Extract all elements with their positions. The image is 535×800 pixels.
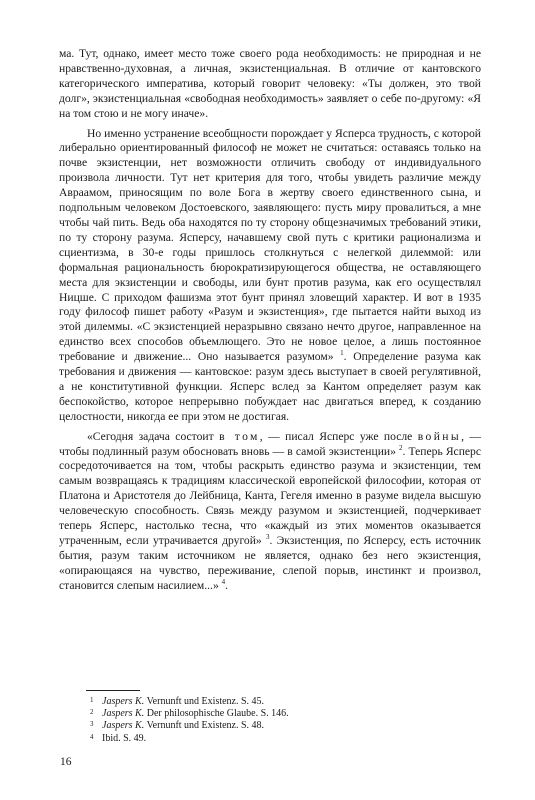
footnote-reference: 3 <box>265 533 270 542</box>
footnote <box>90 707 289 719</box>
footnote-separator <box>86 690 140 691</box>
footnote-number: 1 <box>90 696 94 704</box>
footnote-text: Vernunft und Existenz. S. 45. <box>146 696 265 707</box>
spaced-emphasis: в том <box>219 429 260 443</box>
text-run: , — писал Ясперс уже после <box>259 429 418 443</box>
footnote-text: Vernunft und Existenz. S. 48. <box>146 720 265 732</box>
footnote-reference: 4 <box>221 577 226 586</box>
footnote-number: 3 <box>90 720 94 729</box>
footnote <box>90 719 289 731</box>
body-text <box>59 47 481 594</box>
footnote <box>90 732 289 744</box>
paragraph <box>59 127 481 425</box>
footnote-author: Jaspers K. <box>102 720 145 732</box>
text-run: . Определение разума как требования и движения — кантовское: разум здесь выступает в своей регулятивной, а не конститутивной функции. Ясперс вслед за Кантом определяет разум как беспокойство, которое непрерывно побуждает нас двигаться вперед, к созданию целостности, никогда ее при этом не достигая. <box>59 350 481 423</box>
footnote-number: 4 <box>90 732 94 741</box>
text-run: . Экзистенция, по Ясперсу, есть источник бытия, разум таким источником не является, однако без него экзистенция, «опирающаяся на чувство, переживание, слепой порыв, инстинкт и произвол, становится слепым насилием...» <box>59 534 481 592</box>
text-run: . <box>225 578 229 592</box>
footnote-author: Jaspers K. <box>102 696 145 707</box>
page-number: 16 <box>60 756 72 768</box>
paragraph <box>59 430 481 594</box>
text-run: , — чтобы подлинный разум обосновать вновь — в самой экзистенции» <box>59 429 481 458</box>
footnotes <box>90 695 289 744</box>
footnote-text: Der philosophische Glaube. S. 146. <box>146 708 289 720</box>
footnote-reference: 2 <box>399 443 403 452</box>
footnote-author: Jaspers K. <box>102 708 145 720</box>
footnote-reference: 1 <box>340 349 344 358</box>
text-run: «Сегодня задача состоит <box>87 429 220 443</box>
footnote-text: Ibid. S. 49. <box>102 732 147 744</box>
text-run: ма. Тут, однако, имеет место тоже своего рода необходимость: не природная и не нравственно-духовная, а личная, экзистенциальная. В отличие от кантовского категорического императива, который говорит человеку: «Ты должен, это твой долг», экзистенциальная «свободная необходимость» заявляет о себе по-другому: «Я на том стою и не могу иначе». <box>59 47 481 120</box>
text-run: . Теперь Ясперс сосредоточивается на том, чтобы раскрыть единство разума и экзистенции, тем самым возвращаясь к традициям классической европейской философии, которая от Платона и Аристотеля до Лейбница, Канта, Гегеля именно в разуме видела высшую человеческую способность. Связь между разумом и экзистенцией, подчеркивает теперь Ясперс, настолько тесна, что «каждый из этих моментов оказывается утраченным, если утрачивается другой» <box>59 444 481 547</box>
paragraph <box>59 47 481 122</box>
spaced-emphasis: войны <box>417 429 462 443</box>
footnote-number: 2 <box>90 708 94 717</box>
footnote <box>90 695 289 707</box>
text-run: Но именно устранение всеобщности порождает у Ясперса трудность, с которой либерально ориентированный философ не может не считаться: оставаясь только на почве экзистенции, нет возможности отличить свободу от индивидуального произвола личности. Тут нет критерия для того, чтобы увидеть различие между Авраамом, приносящим по воле Бога в жертву своего единственного сына, и подпольным человеком Достоевского, заявляющего: пусть миру провалиться, а мне чтобы чай пить. Ведь оба находятся по ту сторону общезначимых требований этики, по ту сторону разума. Ясперсу, начавшему свой путь с критики рационализма и сциентизма, в 30-е годы пришлось столкнуться с нелегкой дилеммой: или формальная рациональность бюрократизирующегося общества, не оставляющего места для экзистенции и свободы, или бунт против разума, как его осуществлял Ницше. С приходом фашизма этот бунт принял зловещий характер. И вот в 1935 году философ пишет работу «Разум и экзистенция», где пытается найти выход из этой дилеммы. «С экзистенцией неразрывно связано нечто другое, направленное на единство всех способов объемлющего. Это не новое целое, а лишь постоянное требование и движение... Оно называется разумом» <box>59 126 481 364</box>
